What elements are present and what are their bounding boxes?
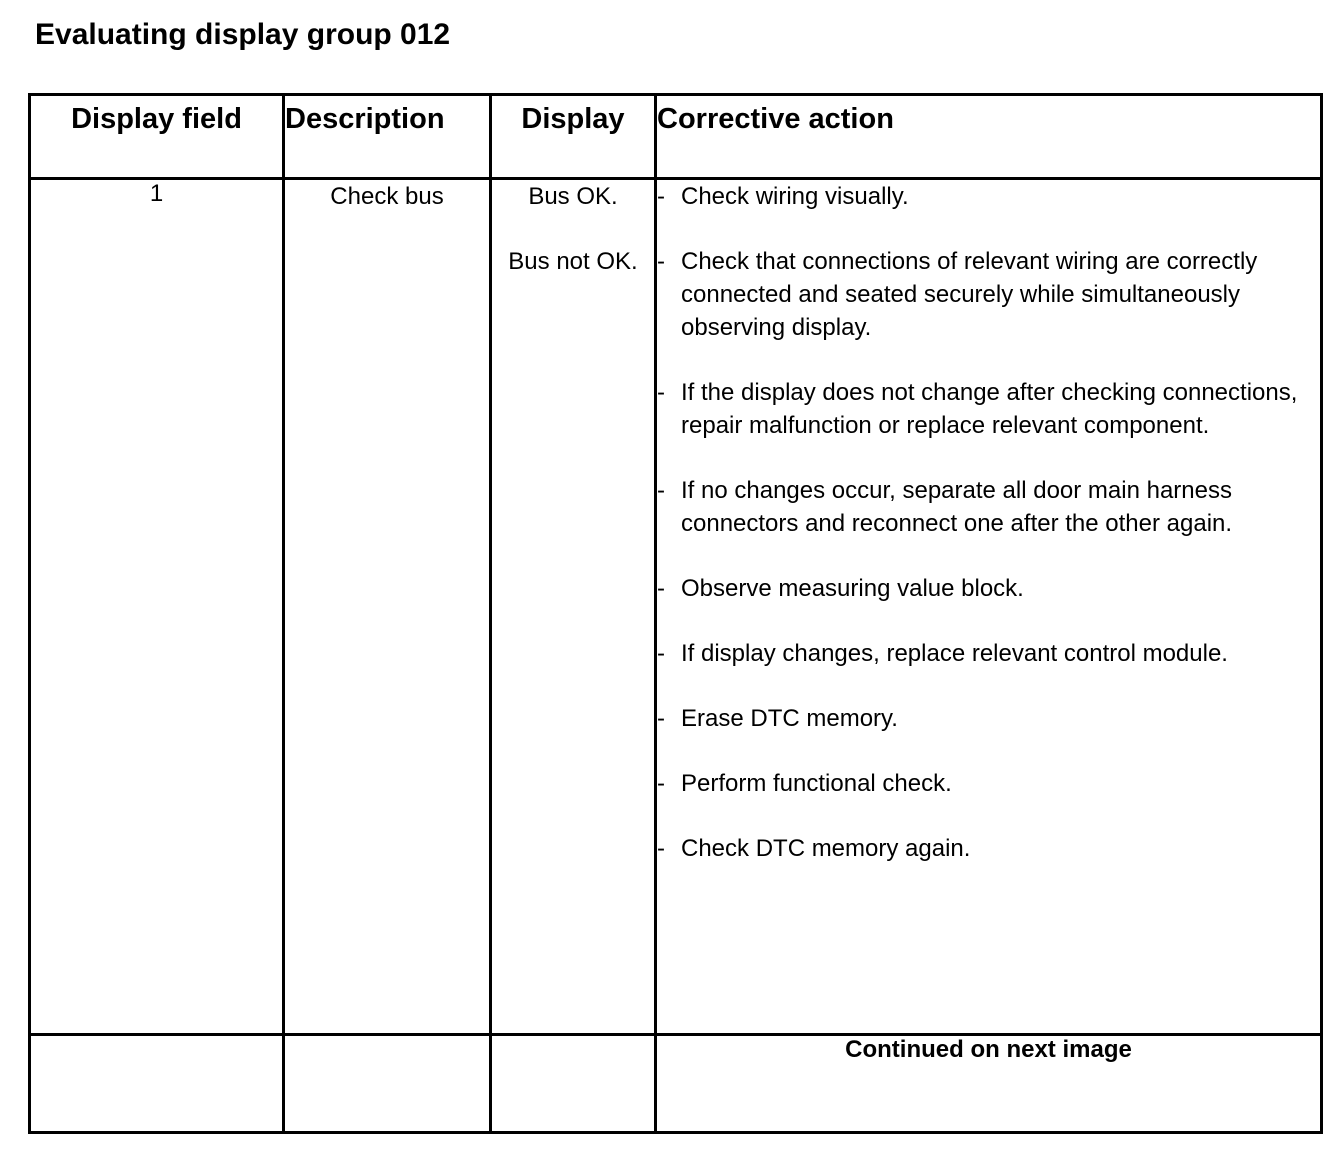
action-text: If no changes occur, separate all door main harness connectors and reconnect one after the other again. (681, 477, 1233, 537)
list-item: - Check wiring visually. (657, 183, 909, 210)
header-display: Display (491, 95, 656, 179)
action-text: Check that connections of relevant wiring are correctly connected and seated securely while simultaneously observing display. (681, 248, 1258, 341)
action-text: If the display does not change after checking connections, repair malfunction or replace relevant component. (681, 379, 1298, 439)
header-display-field: Display field (30, 95, 284, 179)
display-field-value: 1 (30, 179, 284, 1035)
footer-empty-cell (491, 1035, 656, 1133)
action-text: Check wiring visually. (681, 183, 909, 210)
list-item: - If display changes, replace relevant control module. (657, 640, 1228, 667)
list-item: - Check that connections of relevant wiring are correctly connected and seated securely while simultaneously observing display. (657, 248, 1258, 341)
description-value: Check bus (284, 179, 491, 1035)
action-text: Observe measuring value block. (681, 575, 1024, 602)
action-text: Check DTC memory again. (681, 835, 971, 862)
action-text: If display changes, replace relevant control module. (681, 640, 1228, 667)
display-value-bus-ok: Bus OK. (528, 183, 618, 210)
list-item: - If no changes occur, separate all door main harness connectors and reconnect one after the other again. (657, 477, 1233, 537)
corrective-action-list (657, 180, 1320, 865)
footer-empty-cell (284, 1035, 491, 1133)
header-description: Description (284, 95, 491, 179)
table-header-row (30, 95, 1322, 179)
table-row (30, 179, 1322, 1035)
footer-empty-cell (30, 1035, 284, 1133)
display-value-bus-not-ok: Bus not OK. (508, 248, 638, 275)
action-text: Erase DTC memory. (681, 705, 898, 732)
page-title: Evaluating display group 012 (35, 18, 451, 51)
list-item: - If the display does not change after checking connections, repair malfunction or replace relevant component. (657, 379, 1298, 439)
list-item: - Erase DTC memory. (657, 705, 898, 732)
list-item: - Check DTC memory again. (657, 835, 971, 862)
corrective-actions (656, 179, 1322, 1035)
display-group-table (28, 93, 1323, 1134)
list-item: - Perform functional check. (657, 770, 952, 797)
list-item: - Observe measuring value block. (657, 575, 1024, 602)
header-corrective-action: Corrective action (656, 95, 1322, 179)
display-values (491, 179, 656, 1035)
table-footer-row (30, 1035, 1322, 1133)
action-text: Perform functional check. (681, 770, 952, 797)
continued-note: Continued on next image (656, 1035, 1322, 1133)
